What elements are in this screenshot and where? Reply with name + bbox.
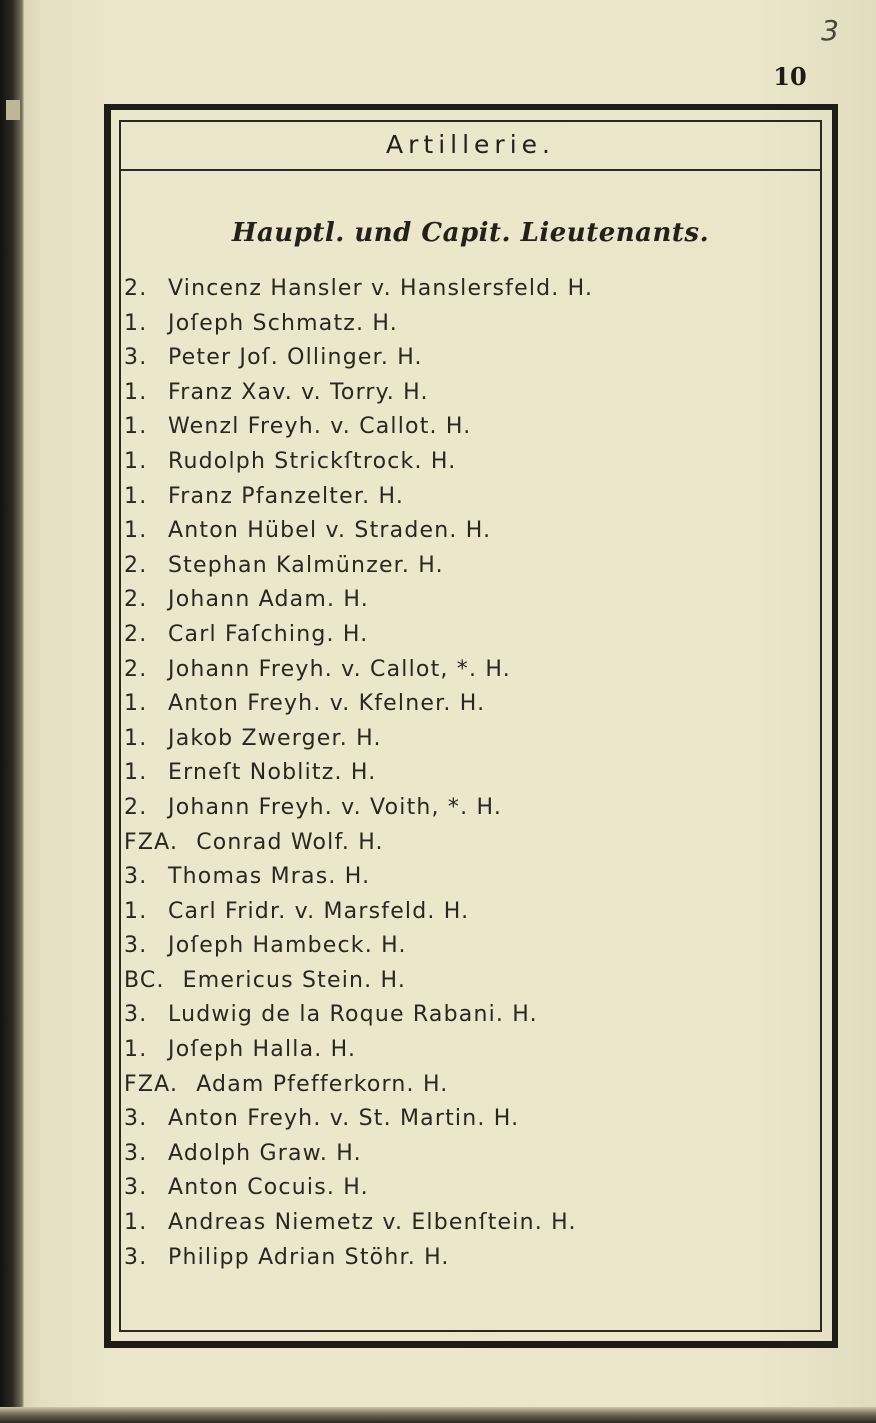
list-item bbox=[124, 514, 814, 549]
list-item bbox=[124, 480, 814, 515]
entry-mark: 1. bbox=[124, 760, 148, 786]
entry-name: Adolph Graw. H. bbox=[168, 1140, 362, 1166]
header-divider-rule bbox=[121, 169, 820, 171]
entry-mark: 3. bbox=[124, 1106, 148, 1132]
list-item bbox=[124, 1137, 814, 1172]
list-item bbox=[124, 895, 814, 930]
entry-mark: 3. bbox=[124, 345, 148, 371]
entry-name: Erneſt Noblitz. H. bbox=[168, 760, 377, 786]
spine-notch bbox=[6, 100, 20, 120]
entry-mark: BC. bbox=[124, 967, 165, 993]
list-item bbox=[124, 687, 814, 722]
entry-name: Adam Pfefferkorn. H. bbox=[196, 1071, 449, 1097]
list-item bbox=[124, 341, 814, 376]
list-item bbox=[124, 307, 814, 342]
entry-name: Ludwig de la Roque Rabani. H. bbox=[168, 1002, 538, 1028]
entry-mark: 3. bbox=[124, 1244, 148, 1270]
list-item bbox=[124, 1068, 814, 1103]
entry-mark: 1. bbox=[124, 448, 148, 474]
list-item bbox=[124, 1033, 814, 1068]
entry-mark: 1. bbox=[124, 725, 148, 751]
entry-name: Anton Freyh. v. Kfelner. H. bbox=[168, 691, 486, 717]
entry-mark: 3. bbox=[124, 1140, 148, 1166]
entry-mark: 3. bbox=[124, 1175, 148, 1201]
entry-name: Johann Freyh. v. Callot, *. H. bbox=[168, 656, 511, 682]
entry-name: Joſeph Hambeck. H. bbox=[168, 933, 407, 959]
entry-name: Johann Freyh. v. Voith, *. H. bbox=[168, 794, 503, 820]
entry-mark: 2. bbox=[124, 656, 148, 682]
entry-name: Anton Freyh. v. St. Martin. H. bbox=[168, 1106, 520, 1132]
list-item bbox=[124, 376, 814, 411]
list-item bbox=[124, 1102, 814, 1137]
entry-name: Jakob Zwerger. H. bbox=[168, 725, 382, 751]
entry-name: Franz Pfanzelter. H. bbox=[168, 483, 405, 509]
entry-name: Andreas Niemetz v. Elbenſtein. H. bbox=[168, 1210, 577, 1236]
entry-mark: 1. bbox=[124, 691, 148, 717]
entry-mark: 1. bbox=[124, 1210, 148, 1236]
list-item bbox=[124, 410, 814, 445]
entry-mark: 1. bbox=[124, 414, 148, 440]
entry-mark: 2. bbox=[124, 621, 148, 647]
section-title: Artillerie. bbox=[386, 130, 555, 159]
entry-name: Franz Xav. v. Torry. H. bbox=[168, 379, 429, 405]
list-item bbox=[124, 756, 814, 791]
entry-name: Carl Faſching. H. bbox=[168, 621, 369, 647]
entry-mark: 3. bbox=[124, 864, 148, 890]
entry-name: Wenzl Freyh. v. Callot. H. bbox=[168, 414, 472, 440]
entry-name: Joſeph Halla. H. bbox=[168, 1037, 357, 1063]
officer-list bbox=[124, 272, 814, 1275]
pencil-folio-number: 3 bbox=[821, 14, 839, 47]
entry-mark: FZA. bbox=[124, 829, 179, 855]
rank-subtitle: Hauptl. und Capit. Lieutenants. bbox=[231, 218, 710, 248]
list-item bbox=[124, 826, 814, 861]
entry-mark: 1. bbox=[124, 379, 148, 405]
page-bottom-edge bbox=[0, 1407, 876, 1423]
list-item bbox=[124, 998, 814, 1033]
list-item bbox=[124, 964, 814, 999]
entry-name: Anton Hübel v. Straden. H. bbox=[168, 518, 492, 544]
entry-name: Stephan Kalmünzer. H. bbox=[168, 552, 444, 578]
list-item bbox=[124, 791, 814, 826]
list-item bbox=[124, 445, 814, 480]
list-item bbox=[124, 653, 814, 688]
list-item bbox=[124, 618, 814, 653]
entry-mark: 1. bbox=[124, 310, 148, 336]
entry-name: Vincenz Hansler v. Hanslersfeld. H. bbox=[168, 276, 594, 301]
entry-name: Conrad Wolf. H. bbox=[196, 829, 384, 855]
entry-name: Carl Fridr. v. Marsfeld. H. bbox=[168, 898, 470, 924]
list-item bbox=[124, 1206, 814, 1241]
entry-mark: 1. bbox=[124, 1037, 148, 1063]
list-item bbox=[124, 1241, 814, 1276]
entry-mark: 2. bbox=[124, 552, 148, 578]
entry-name: Philipp Adrian Stöhr. H. bbox=[168, 1244, 450, 1270]
entry-mark: 1. bbox=[124, 898, 148, 924]
printed-page-number: 10 bbox=[773, 62, 807, 91]
entry-name: Peter Joſ. Ollinger. H. bbox=[168, 345, 423, 371]
entry-mark: 1. bbox=[124, 518, 148, 544]
list-item bbox=[124, 583, 814, 618]
entry-mark: 3. bbox=[124, 1002, 148, 1028]
entry-mark: 2. bbox=[124, 794, 148, 820]
list-item bbox=[124, 272, 814, 307]
entry-mark: FZA. bbox=[124, 1071, 179, 1097]
entry-name: Rudolph Strickſtrock. H. bbox=[168, 448, 457, 474]
entry-name: Johann Adam. H. bbox=[168, 587, 369, 613]
entry-mark: 3. bbox=[124, 933, 148, 959]
list-item bbox=[124, 860, 814, 895]
list-item bbox=[124, 1171, 814, 1206]
entry-mark: 1. bbox=[124, 483, 148, 509]
entry-mark: 2. bbox=[124, 276, 148, 301]
entry-name: Emericus Stein. H. bbox=[182, 967, 407, 993]
entry-name: Thomas Mras. H. bbox=[168, 864, 371, 890]
book-spine-edge bbox=[0, 0, 24, 1423]
list-item bbox=[124, 722, 814, 757]
list-item bbox=[124, 549, 814, 584]
entry-name: Joſeph Schmatz. H. bbox=[168, 310, 398, 336]
list-item bbox=[124, 929, 814, 964]
entry-name: Anton Cocuis. H. bbox=[168, 1175, 369, 1201]
entry-mark: 2. bbox=[124, 587, 148, 613]
